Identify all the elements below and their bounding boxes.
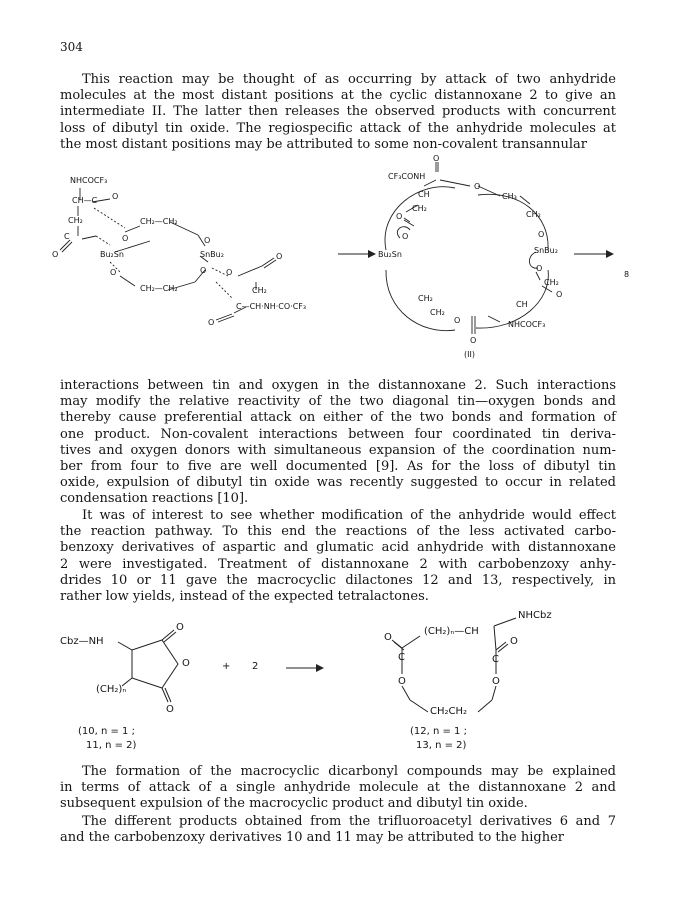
caption-10-11-line2: 11, n = 2) [86, 740, 137, 751]
text-line: molecules at the most distant positions at the cyclic distannoxane 2 to give an [60, 88, 616, 104]
label-o: O [474, 182, 481, 191]
text-line: tives and oxygen donors with simultaneous expansion of the coordination num- [60, 442, 616, 458]
label-o: O [208, 318, 215, 327]
label-cf3conh-right: CF₃CONH [388, 172, 426, 181]
label-ch2n-left: (CH₂)ₙ [96, 684, 127, 695]
text-line: thereby cause preferential attack on either of the two bonds and formation of [60, 410, 616, 426]
label-o: O [226, 268, 233, 277]
label-ch2-right-a: CH₂ [412, 204, 427, 213]
text-line: It was of interest to see whether modification of the anhydride would effect [82, 508, 616, 523]
text-line: loss of dibutyl tin oxide. The regiospecific attack of the anhydride molecules at [60, 120, 616, 136]
label-ch-right-top: CH [418, 190, 430, 199]
label-ch-c-left: CH—C [72, 196, 98, 205]
text-line: This reaction may be thought of as occurring by attack of two anhydride [82, 72, 616, 87]
text-line: the most distant positions may be attributed to some non-covalent transannular [60, 136, 587, 152]
label-intermediate: (II) [464, 350, 475, 359]
label-o: O [492, 676, 500, 687]
text-line: intermediate II. The latter then releases the observed products with concurrent [60, 104, 616, 120]
caption-12-13-line1: (12, n = 1 ; [410, 726, 467, 737]
label-c: C [492, 654, 499, 665]
label-plus: + [222, 661, 231, 672]
paragraph-5 [60, 814, 616, 846]
label-ch2-left: CH₂ [68, 216, 83, 225]
label-ch2-right-b: CH₂ [526, 210, 541, 219]
caption-10-11-line1: (10, n = 1 ; [78, 726, 135, 737]
text-line: oxide, expulsion of dibutyl tin oxide was recently suggested to occur in related [60, 475, 616, 491]
label-o: O [510, 636, 518, 647]
label-o: O [182, 658, 190, 669]
label-bu2sn-right: Bu₂Sn [378, 250, 402, 259]
caption-12-13-line2: 13, n = 2) [416, 740, 467, 751]
text-line: the reaction pathway. To this end the reactions of the less activated carbo- [60, 524, 616, 540]
label-o: O [454, 316, 461, 325]
label-o: O [538, 230, 545, 239]
text-line: rather low yields, instead of the expected tetralactones. [60, 589, 429, 605]
text-line: and the carbobenzoxy derivatives 10 and 11 may be attributed to the higher [60, 830, 564, 846]
label-o: O [166, 704, 174, 715]
label-ch-nh-co-cf3: C—CH·NH·CO·CF₃ [236, 302, 307, 311]
label-snbu2-mid: SnBu₂ [200, 250, 224, 259]
label-o: O [204, 236, 211, 245]
label-nhcocf3-left: NHCOCF₃ [70, 176, 108, 185]
paragraph-4 [60, 764, 616, 813]
label-snbu2-right: SnBu₂ [534, 246, 558, 255]
label-o: O [398, 676, 406, 687]
text-line: interactions between tin and oxygen in the distannoxane 2. Such interactions [60, 378, 616, 393]
label-o: O [470, 336, 477, 345]
label-o: O [536, 264, 543, 273]
text-line: benzoxy derivatives of aspartic and glumatic acid anhydride with distannoxane [60, 540, 616, 556]
text-line: in terms of attack of a single anhydride molecule at the distannoxane 2 and [60, 780, 616, 796]
text-line: drides 10 or 11 gave the macrocyclic dilactones 12 and 13, respectively, in [60, 572, 616, 588]
label-c: C [398, 652, 405, 663]
text-line: The different products obtained from the trifluoroacetyl derivatives 6 and 7 [82, 814, 616, 829]
label-ch3-right: CH₃ [502, 192, 517, 201]
label-o: O [52, 250, 59, 259]
text-line: one product. Non-covalent interactions between four coordinated tin deriva- [60, 426, 616, 442]
text-line: The formation of the macrocyclic dicarbonyl compounds may be explained [82, 764, 616, 779]
text-line: ber from four to five are well documented [9]. As for the loss of dibutyl tin [60, 459, 616, 475]
label-o: O [396, 212, 403, 221]
label-ch2ch2-top: CH₂—CH₂ [140, 217, 178, 226]
label-cbz-nh: Cbz—NH [60, 636, 104, 647]
text-line: subsequent expulsion of the macrocyclic product and dibutyl tin oxide. [60, 796, 528, 812]
text-line: 2 were investigated. Treatment of distannoxane 2 with carbobenzoxy anhy- [60, 556, 616, 572]
label-bu2sn-left: Bu₂Sn [100, 250, 124, 259]
text-line: condensation reactions [10]. [60, 491, 249, 507]
page-number: 304 [60, 40, 83, 54]
label-o: O [384, 632, 392, 643]
label-o: O [112, 192, 119, 201]
label-ch2ch2-bottom: CH₂—CH₂ [140, 284, 178, 293]
label-nhcocf3-bottom: NHCOCF₃ [508, 320, 546, 329]
label-o: O [200, 266, 207, 275]
label-o: O [556, 290, 563, 299]
label-nhcbz: NHCbz [518, 610, 552, 621]
label-ch2-right-d: CH₂ [418, 294, 433, 303]
label-ch-bottom-right: CH [516, 300, 528, 309]
label-o: O [402, 232, 409, 241]
label-o: O [110, 268, 117, 277]
text-line: may modify the relative reactivity of the two diagonal tin—oxygen bonds and [60, 394, 616, 410]
label-c-o-left: C [64, 232, 70, 241]
label-o: O [276, 252, 283, 261]
label-ch2n-ch: (CH₂)ₙ—CH [424, 626, 479, 637]
label-ch2-bottom-right: CH₂ [430, 308, 445, 317]
label-o: O [433, 154, 440, 163]
label-o: O [122, 234, 129, 243]
label-ch2-lower: CH₂ [252, 286, 267, 295]
label-product-marker: 8 [624, 270, 630, 279]
label-ch2ch2: CH₂CH₂ [430, 706, 468, 717]
label-ch2-right-c: CH₂ [544, 278, 559, 287]
label-o: O [176, 622, 184, 633]
label-two: 2 [252, 661, 259, 672]
